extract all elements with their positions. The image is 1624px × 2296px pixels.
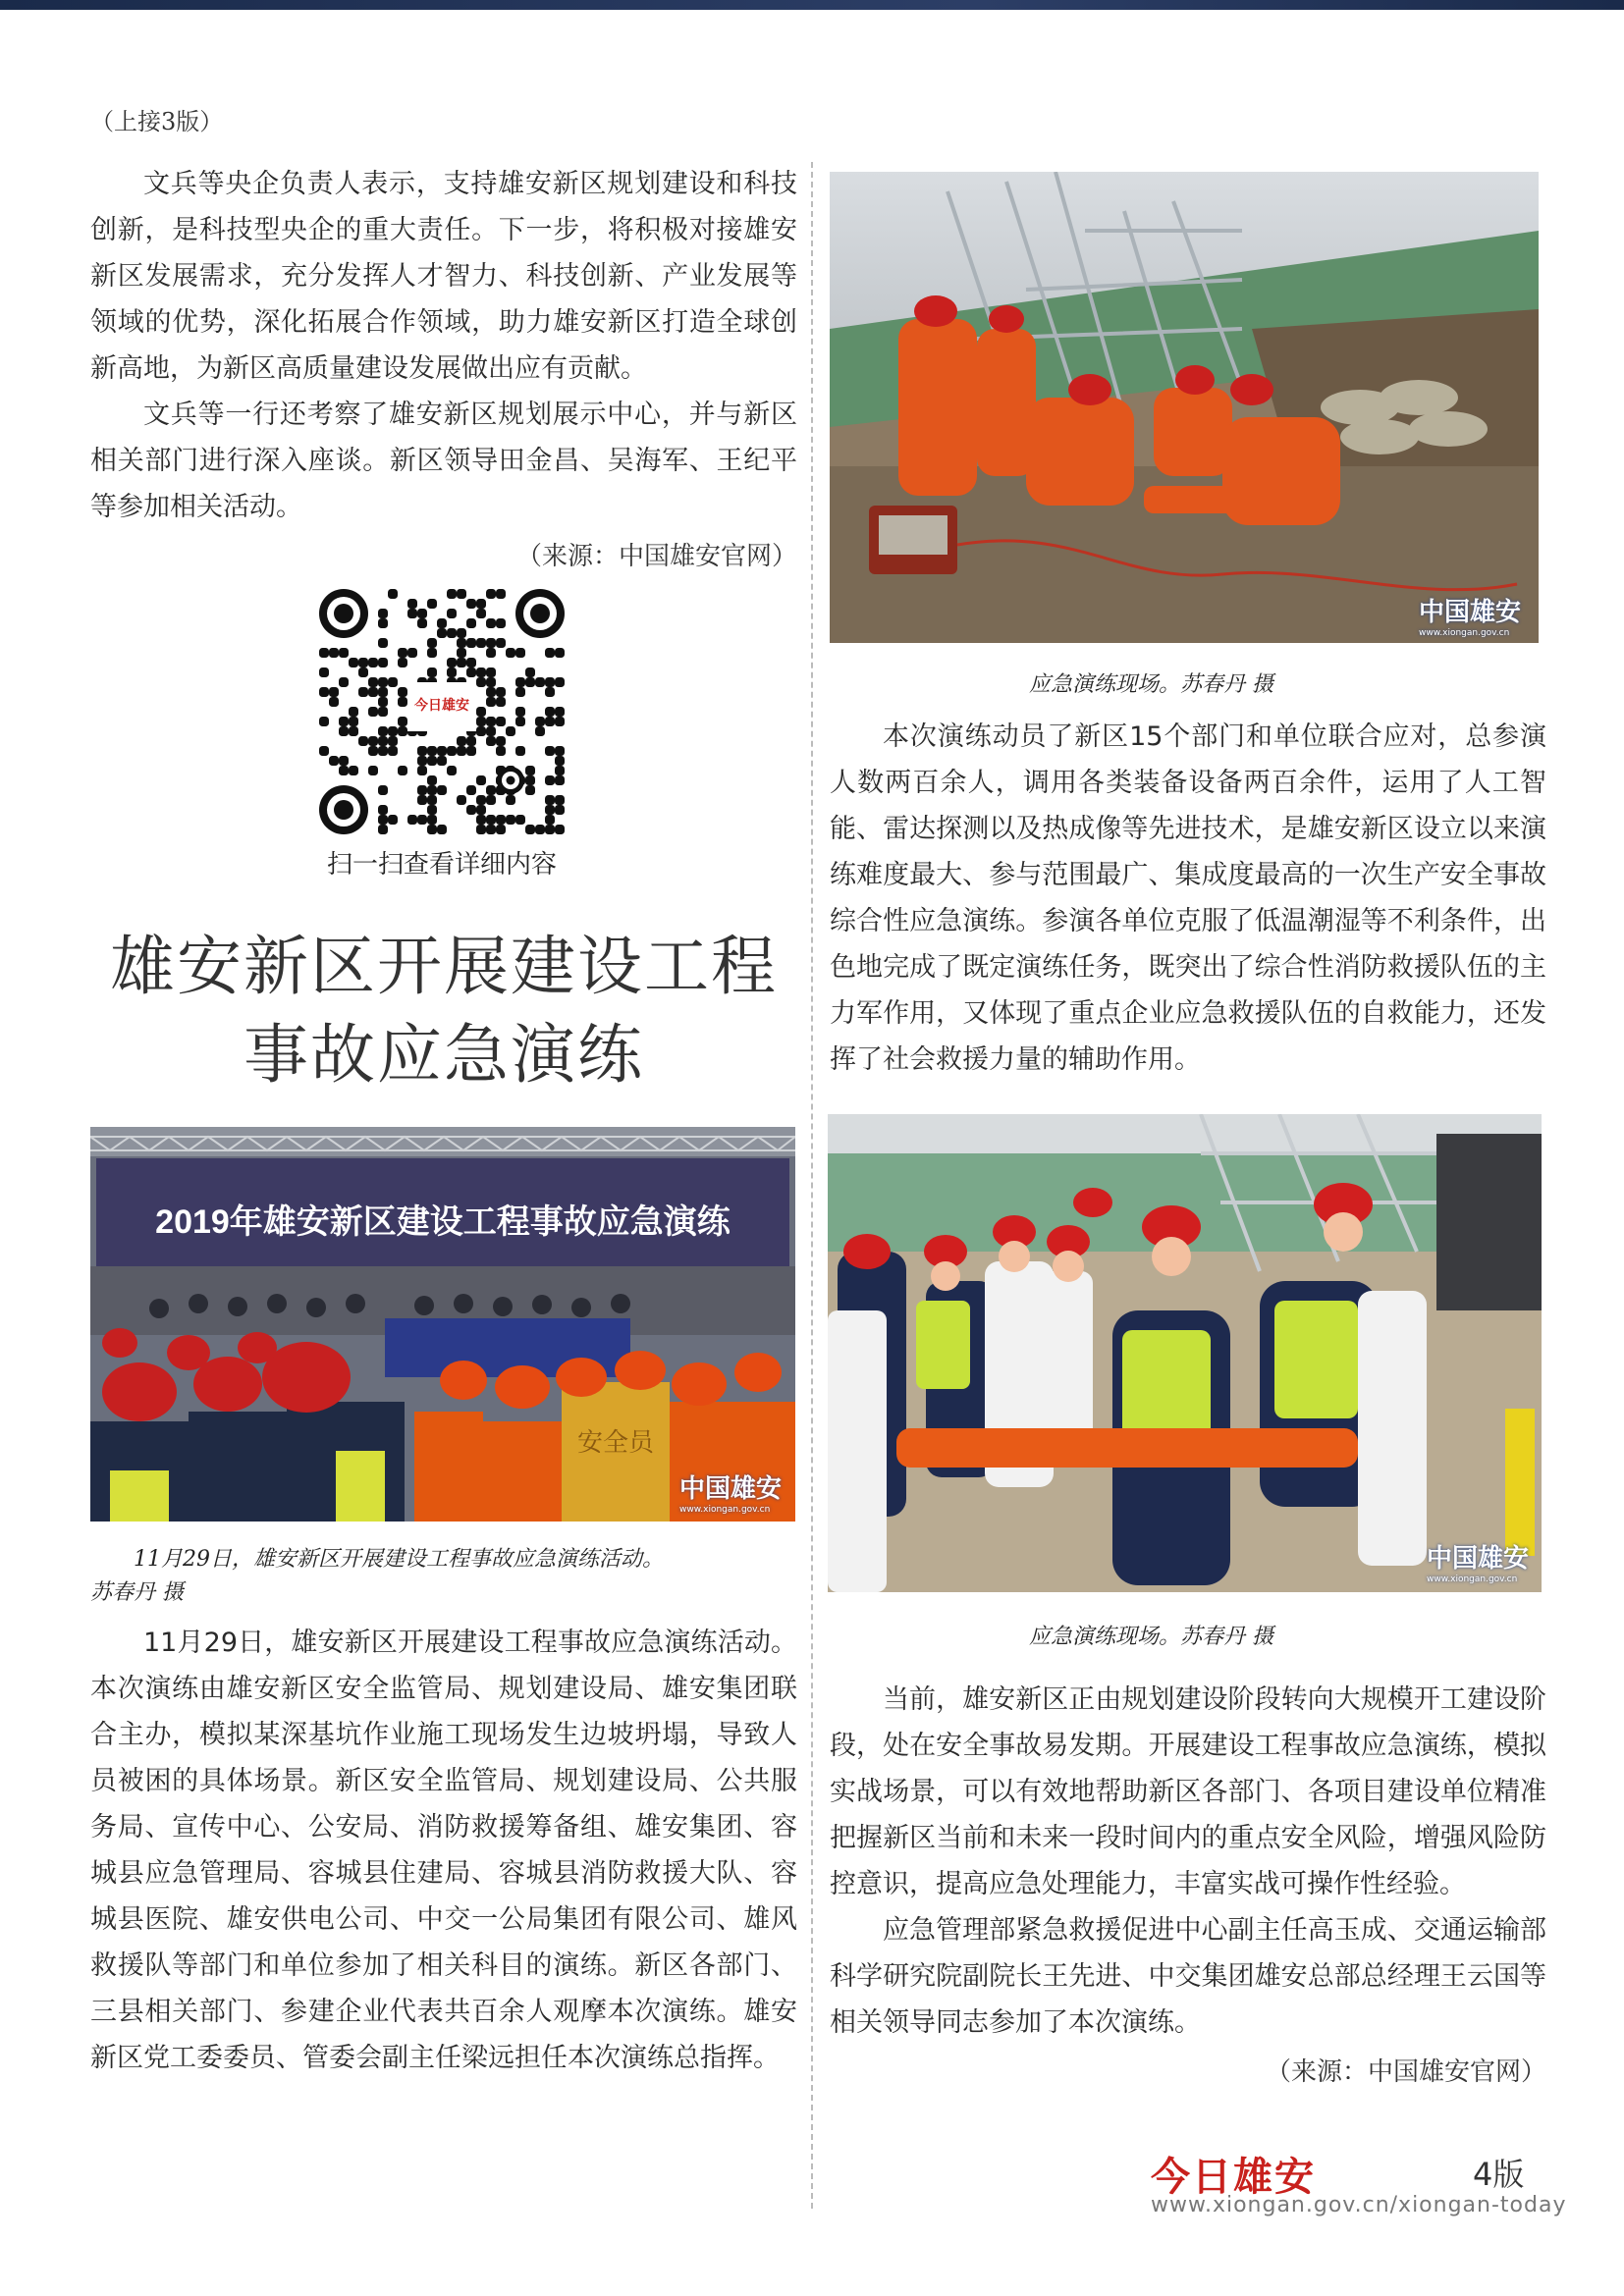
watermark-text: 中国雄安 (1419, 598, 1522, 627)
watermark (1427, 1538, 1529, 1584)
paragraph: 当前，雄安新区正由规划建设阶段转向大规模开工建设阶段，处在安全事故易发期。开展建设工程事故应急演练，模拟实战场景，可以有效地帮助新区各部门、各项目建设单位精准把握新区当前和未来一段时间内的重点安全风险，增强风险防控意识，提高应急处理能力，丰富实战可操作性经验。 (830, 1684, 1546, 1899)
article-body-right-1 (830, 714, 1546, 1083)
watermark-url: www.xiongan.gov.cn (1427, 1575, 1518, 1584)
paragraph: 应急管理部紧急救援促进中心副主任高玉成、交通运输部科学研究院副院长王先进、中交集团雄安总部总经理王云国等相关领导同志参加了本次演练。 (830, 1915, 1546, 2038)
photo-drill-ceremony (90, 1127, 795, 1522)
watermark (679, 1468, 782, 1515)
paragraph: 文兵等一行还考察了雄安新区规划展示中心，并与新区相关部门进行深入座谈。新区领导田金昌、吴海军、王纪平等参加相关活动。 (90, 400, 797, 522)
top-color-bar (0, 0, 1624, 10)
paragraph: 11月29日，雄安新区开展建设工程事故应急演练活动。本次演练由雄安新区安全监管局、规划建设局、雄安集团联合主办，模拟某深基坑作业施工现场发生边坡坍塌，导致人员被困的具体场景。新区安全监管局、规划建设局、公共服务局、宣传中心、公安局、消防救援筹备组、雄安集团、容城县应急管理局、容城县住建局、容城县消防救援大队、容城县医院、雄安供电公司、中交一公局集团有限公司、雄风救援队等部门和单位参加了相关科目的演练。新区各部门、三县相关部门、参建企业代表共百余人观摩本次演练。雄安新区党工委委员、管委会副主任梁远担任本次演练总指挥。 (90, 1628, 797, 2073)
qr-code[interactable] (319, 589, 565, 834)
headline-line: 雄安新区开展建设工程 (110, 929, 778, 1004)
article-body-right-2 (830, 1677, 1546, 2088)
photo-rescue-firefighters-image (830, 172, 1539, 643)
caption-line: 苏春丹 摄 (90, 1580, 184, 1605)
photo3-caption: 应急演练现场。苏春丹 摄 (1029, 1625, 1273, 1649)
photo-stretcher-rescue-image (828, 1114, 1542, 1592)
banner-text: 2019年雄安新区建设工程事故应急演练 (155, 1203, 731, 1241)
watermark-text: 中国雄安 (679, 1474, 783, 1504)
watermark-text: 中国雄安 (1427, 1544, 1530, 1574)
photo2-caption: 应急演练现场。苏春丹 摄 (1029, 672, 1273, 697)
photo-stretcher-rescue (828, 1114, 1542, 1592)
photo1-caption (90, 1543, 797, 1610)
left-top-text (90, 161, 797, 572)
source-credit: （来源：中国雄安官网） (515, 542, 797, 571)
footer-logo: 今日雄安 (1151, 2154, 1316, 2200)
page-number: 4版 (1473, 2156, 1525, 2193)
paragraph: 本次演练动员了新区15个部门和单位联合应对，总参演人数两百余人，调用各类装备设备两百余件，运用了人工智能、雷达探测以及热成像等先进技术，是雄安新区设立以来演练难度最大、参与范围最广、集成度最高的一次生产安全事故综合性应急演练。参演各单位克服了低温潮湿等不利条件，出色地完成了既定演练任务，既突出了综合性消防救援队伍的主力军作用，又体现了重点企业应急救援队伍的自救能力，还发挥了社会救援力量的辅助作用。 (830, 721, 1546, 1075)
continued-from-label: （上接3版） (90, 108, 224, 135)
photo-drill-ceremony-image (90, 1127, 795, 1522)
footer-url[interactable]: www.xiongan.gov.cn/xiongan-today (1151, 2193, 1567, 2217)
vest-text: 安全员 (576, 1427, 655, 1457)
qr-caption: 扫一扫查看详细内容 (326, 850, 557, 880)
paragraph: 文兵等央企负责人表示，支持雄安新区规划建设和科技创新，是科技型央企的重大责任。下一步，将积极对接雄安新区发展需求，充分发挥人才智力、科技创新、产业发展等领域的优势，深化拓展合作领域，助力雄安新区打造全球创新高地，为新区高质量建设发展做出应有贡献。 (90, 169, 797, 384)
photo-rescue-firefighters (830, 172, 1539, 643)
watermark-url: www.xiongan.gov.cn (679, 1505, 771, 1515)
source-credit: （来源：中国雄安官网） (1265, 2057, 1546, 2087)
watermark (1419, 592, 1521, 638)
qr-center-logo: 今日雄安 (414, 698, 469, 714)
headline-line: 事故应急演练 (244, 1017, 644, 1093)
caption-line: 11月29日，雄安新区开展建设工程事故应急演练活动。 (134, 1547, 664, 1572)
article-headline (90, 923, 797, 1099)
article-body-left (90, 1620, 797, 2081)
qr-block (314, 589, 569, 881)
watermark-url: www.xiongan.gov.cn (1419, 628, 1510, 638)
column-divider (811, 162, 813, 2209)
